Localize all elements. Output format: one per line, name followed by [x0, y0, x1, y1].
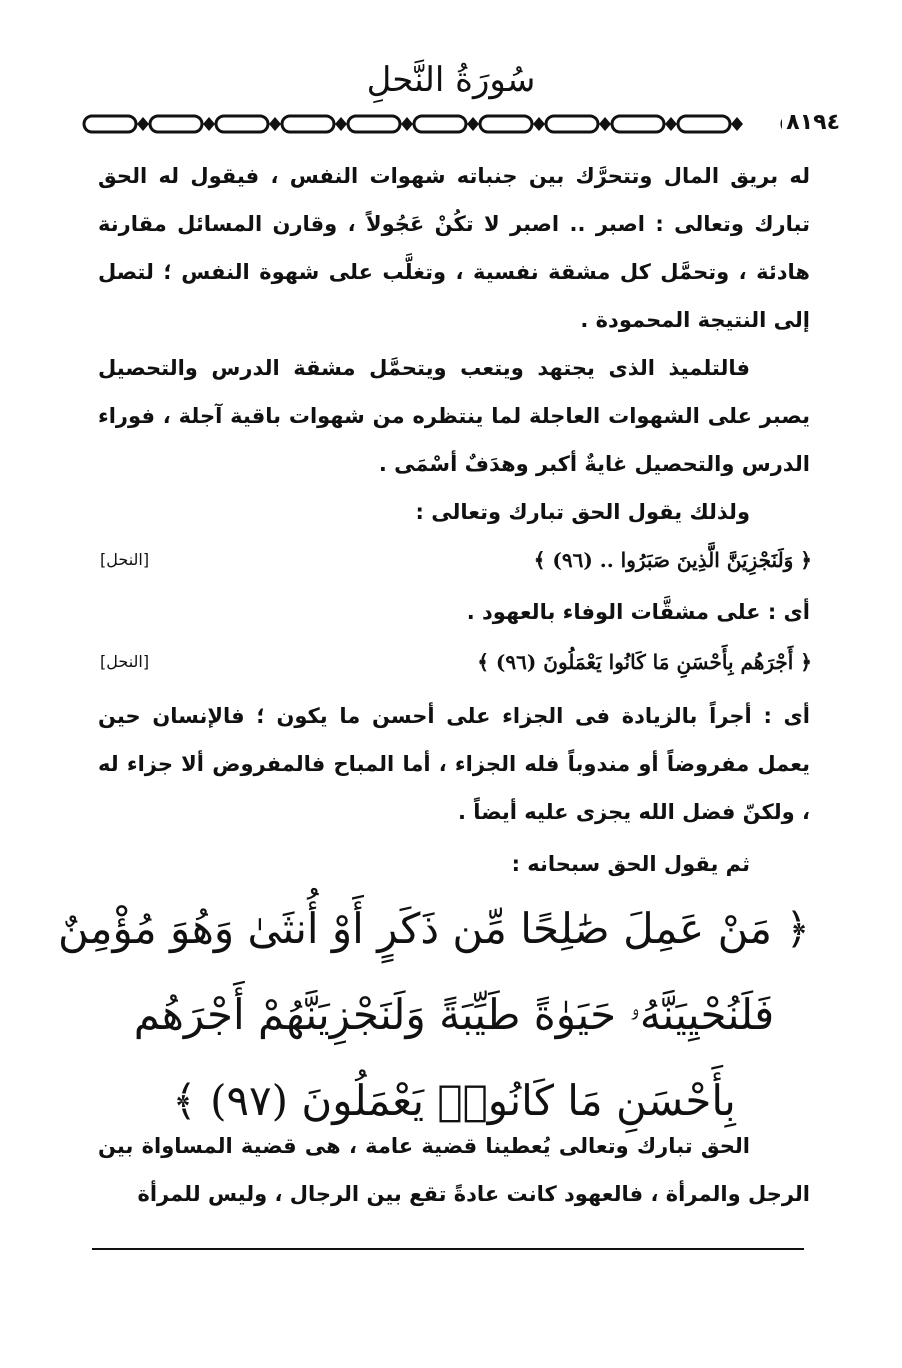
- footer-rule: [92, 1248, 804, 1250]
- verse-text: ﴿ أَجْرَهُم بِأَحْسَنِ مَا كَانُوا يَعْمَلُونَ (٩٦) ﴾: [477, 650, 812, 674]
- paragraph-5: [98, 840, 810, 888]
- paragraph-6: [98, 1122, 810, 1218]
- paragraph-text: ولذلك يقول الحق تبارك وتعالى :: [415, 500, 750, 524]
- paragraph-3: [98, 488, 810, 536]
- paragraph-4: [98, 692, 810, 836]
- verse-line: فَلَنُحْيِيَنَّهُۥ حَيَوٰةً طَيِّبَةً وَلَنَجْزِيَنَّهُمْ أَجْرَهُم: [133, 990, 775, 1039]
- paragraph-text: ثم يقول الحق سبحانه :: [511, 852, 750, 876]
- paragraph-text: له بريق المال وتتحرَّك بين جنباته شهوات النفس ، فيقول له الحق تبارك وتعالى : اصبر .. اصبر لا تكُنْ عَجُولاً ، وقارن المسائل مقارنة هادئة ، وتحمَّل كل مشقة نفسية ، وتغلَّب على شهوة النفس ؛ لتصل إلى النتيجة المحمودة .: [98, 164, 810, 332]
- sura-title: سُورَةُ النَّحلِ: [366, 60, 536, 100]
- sura-reference: [النحل]: [100, 652, 150, 671]
- sura-reference: [النحل]: [100, 550, 150, 569]
- paragraph-2: [98, 344, 810, 488]
- quran-verse-line: [100, 638, 812, 686]
- page-number: ٨١٩٤: [782, 108, 844, 138]
- paragraph-text: فالتلميذ الذى يجتهد ويتعب ويتحمَّل مشقة الدرس والتحصيل يصبر على الشهوات العاجلة لما ينتظره من شهوات باقية آجلة ، فوراء الدرس والتحصيل غايةٌ أكبر وهدَفٌ أسْمَى .: [98, 356, 810, 476]
- paragraph-text: الحق تبارك وتعالى يُعطينا قضية عامة ، هى قضية المساواة بين الرجل والمرأة ، فالعهود كانت عادةً تقع بين الرجال ، وليس للمرأة: [98, 1134, 810, 1206]
- header-ornament-border: [82, 113, 846, 135]
- quran-verse-line: [100, 536, 812, 584]
- verse-text: ﴿ وَلَنَجْزِيَنَّ الَّذِينَ صَبَرُوا .. (٩٦) ﴾: [533, 548, 812, 572]
- verse-line: بِأَحْسَنِ مَا كَانُوا۟ يَعْمَلُونَ (٩٧) ﴾: [172, 1076, 736, 1125]
- large-quran-verse: [58, 886, 810, 1144]
- verse-explanation: [98, 588, 810, 636]
- paragraph-text: أى : على مشقَّات الوفاء بالعهود .: [466, 600, 810, 624]
- paragraph-1: [98, 152, 810, 344]
- verse-line: ﴿ مَنْ عَمِلَ صَٰلِحًا مِّن ذَكَرٍ أَوْ أُنثَىٰ وَهُوَ مُؤْمِنٌ: [58, 904, 810, 953]
- paragraph-text: أى : أجراً بالزيادة فى الجزاء على أحسن ما يكون ؛ فالإنسان حين يعمل مفروضاً أو مندوباً فله الجزاء ، أما المباح فالمفروض ألا جزاء له ، ولكنّ فضل الله يجزى عليه أيضاً .: [98, 704, 810, 824]
